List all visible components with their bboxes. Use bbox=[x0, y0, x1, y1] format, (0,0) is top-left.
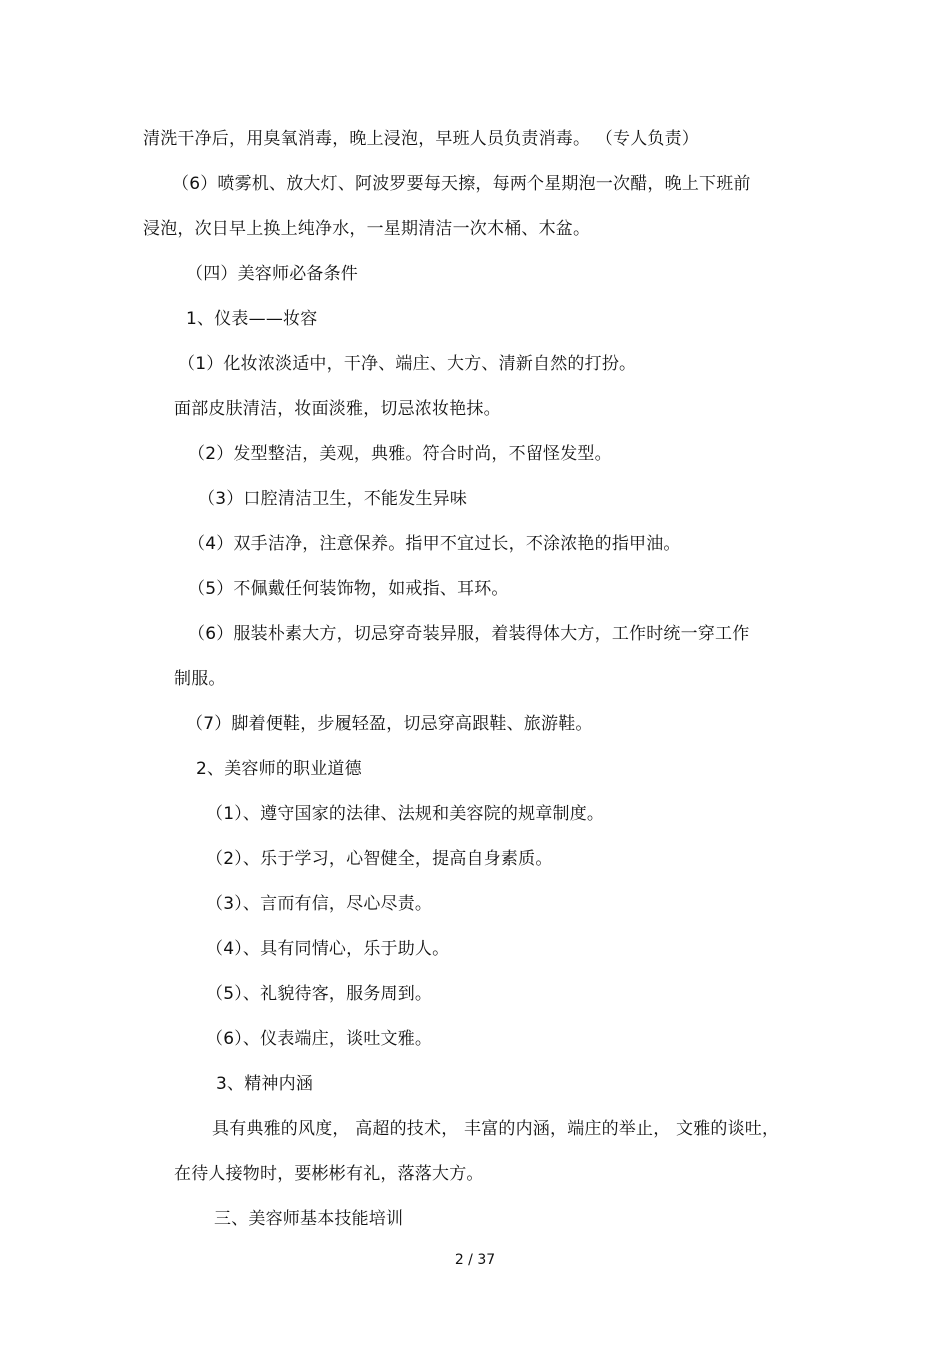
page-number: 2 / 37 bbox=[454, 1252, 496, 1268]
text-line: 在待人接物时，要彬彬有礼，落落大方。 bbox=[174, 1164, 484, 1184]
section-heading: 三、美容师基本技能培训 bbox=[214, 1209, 404, 1229]
text-line: （2）、乐于学习，心智健全，提高自身素质。 bbox=[206, 849, 553, 869]
text-line: （3）口腔清洁卫生，不能发生异味 bbox=[198, 489, 468, 509]
subsection-heading: 2、美容师的职业道德 bbox=[196, 759, 362, 779]
text-line: （4）、具有同情心，乐于助人。 bbox=[206, 939, 450, 959]
text-line: （5）不佩戴任何装饰物，如戒指、耳环。 bbox=[188, 579, 509, 599]
text-line: （6）服装朴素大方，切忌穿奇装异服，着装得体大方，工作时统一穿工作 bbox=[188, 624, 750, 644]
section-heading: （四）美容师必备条件 bbox=[186, 264, 358, 284]
text-line: （7）脚着便鞋，步履轻盈，切忌穿高跟鞋、旅游鞋。 bbox=[186, 714, 593, 734]
subsection-heading: 1、仪表——妆容 bbox=[186, 309, 318, 329]
text-line: 浸泡，次日早上换上纯净水，一星期清洁一次木桶、木盆。 bbox=[143, 219, 591, 239]
text-line: 面部皮肤清洁，妆面淡雅，切忌浓妆艳抹。 bbox=[174, 399, 501, 419]
text-line: （6）喷雾机、放大灯、阿波罗要每天擦，每两个星期泡一次醋，晚上下班前 bbox=[172, 174, 751, 194]
text-line: （5）、礼貌待客，服务周到。 bbox=[206, 984, 433, 1004]
text-line: （2）发型整洁，美观，典雅。符合时尚，不留怪发型。 bbox=[188, 444, 612, 464]
text-line: （1）化妆浓淡适中，干净、端庄、大方、清新自然的打扮。 bbox=[178, 354, 637, 374]
text-line: （3）、言而有信，尽心尽责。 bbox=[206, 894, 433, 914]
text-line: （1）、遵守国家的法律、法规和美容院的规章制度。 bbox=[206, 804, 605, 824]
text-line: （6）、仪表端庄，谈吐文雅。 bbox=[206, 1029, 433, 1049]
subsection-heading: 3、精神内涵 bbox=[216, 1074, 314, 1094]
text-line: （4）双手洁净，注意保养。指甲不宜过长，不涂浓艳的指甲油。 bbox=[188, 534, 681, 554]
text-line: 制服。 bbox=[174, 669, 226, 689]
text-line: 具有典雅的风度， 高超的技术， 丰富的内涵，端庄的举止， 文雅的谈吐， bbox=[212, 1119, 780, 1139]
text-line: 清洗干净后，用臭氧消毒，晚上浸泡，早班人员负责消毒。 （专人负责） bbox=[143, 129, 700, 149]
